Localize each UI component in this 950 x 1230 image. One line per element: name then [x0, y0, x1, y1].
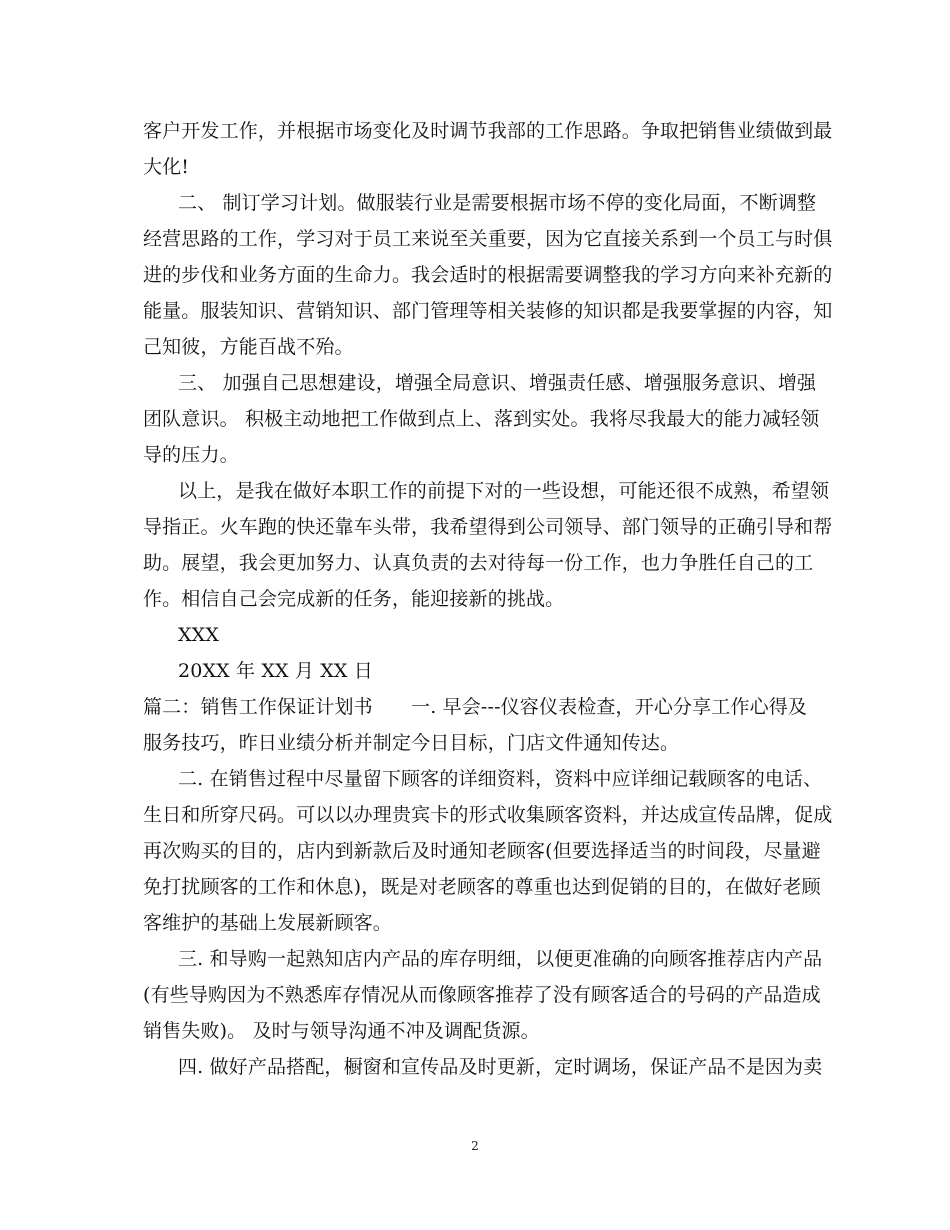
text-line: 助。展望，我会更加努力、认真负责的去对待每一份工作，也力争胜任自己的工 — [143, 552, 814, 574]
text-line: 再次购买的目的，店内到新款后及时通知老顾客(但要选择适当的时间段，尽量避 — [143, 840, 821, 862]
text-line: 二. 在销售过程中尽量留下顾客的详细资料，资料中应详细记载顾客的电话、 — [178, 768, 823, 790]
signature-date: 20XX 年 XX 月 XX 日 — [178, 660, 373, 682]
text-line: (有些导购因为不熟悉库存情况从而像顾客推荐了没有顾客适合的号码的产品造成 — [143, 984, 821, 1006]
text-line: 以上，是我在做好本职工作的前提下对的一些设想，可能还很不成熟，希望领 — [178, 480, 830, 502]
signature-name: XXX — [178, 624, 220, 646]
text-line: 服务技巧，昨日业绩分析并制定今日目标，门店文件通知传达。 — [143, 732, 680, 754]
text-line: 客维护的基础上发展新顾客。 — [143, 912, 392, 934]
text-line: 己知彼，方能百战不殆。 — [143, 336, 354, 358]
text-line: 三、 加强自己思想建设，增强全局意识、增强责任感、增强服务意识、增强 — [178, 372, 817, 394]
text-line: 四. 做好产品搭配，橱窗和宣传品及时更新，定时调场，保证产品不是因为卖 — [178, 1056, 823, 1078]
page-number: 2 — [471, 1139, 479, 1153]
text-line: 客户开发工作，并根据市场变化及时调节我部的工作思路。争取把销售业绩做到最 — [143, 120, 833, 142]
text-line: 导指正。火车跑的快还靠车头带，我希望得到公司领导、部门领导的正确引导和帮 — [143, 516, 833, 538]
text-line: 销售失败)。 及时与领导沟通不冲及调配货源。 — [143, 1020, 540, 1042]
text-line: 能量。服装知识、营销知识、部门管理等相关装修的知识都是我要掌握的内容，知 — [143, 300, 833, 322]
text-line: 二、 制订学习计划。做服装行业是需要根据市场不停的变化局面，不断调整 — [178, 192, 817, 214]
text-line: 进的步伐和业务方面的生命力。我会适时的根据需要调整我的学习方向来补充新的 — [143, 264, 833, 286]
text-line: 经营思路的工作，学习对于员工来说至关重要，因为它直接关系到一个员工与时俱 — [143, 228, 833, 250]
text-line: 生日和所穿尺码。可以以办理贵宾卡的形式收集顾客资料，并达成宣传品牌，促成 — [143, 804, 833, 826]
text-line: 作。相信自己会完成新的任务，能迎接新的挑战。 — [143, 588, 565, 610]
text-line: 免打扰顾客的工作和休息)，既是对老顾客的尊重也达到促销的目的，在做好老顾 — [143, 876, 821, 898]
text-line: 大化! — [143, 156, 190, 178]
text-line: 导的压力。 — [143, 444, 239, 466]
text-line: 团队意识。 积极主动地把工作做到点上、落到实处。我将尽我最大的能力减轻领 — [143, 408, 820, 430]
text-line: 三. 和导购一起熟知店内产品的库存明细，以便更准确的向顾客推荐店内产品 — [178, 948, 823, 970]
section-heading-line: 篇二：销售工作保证计划书 一. 早会---仪容仪表检查，开心分享工作心得及 — [143, 696, 808, 718]
